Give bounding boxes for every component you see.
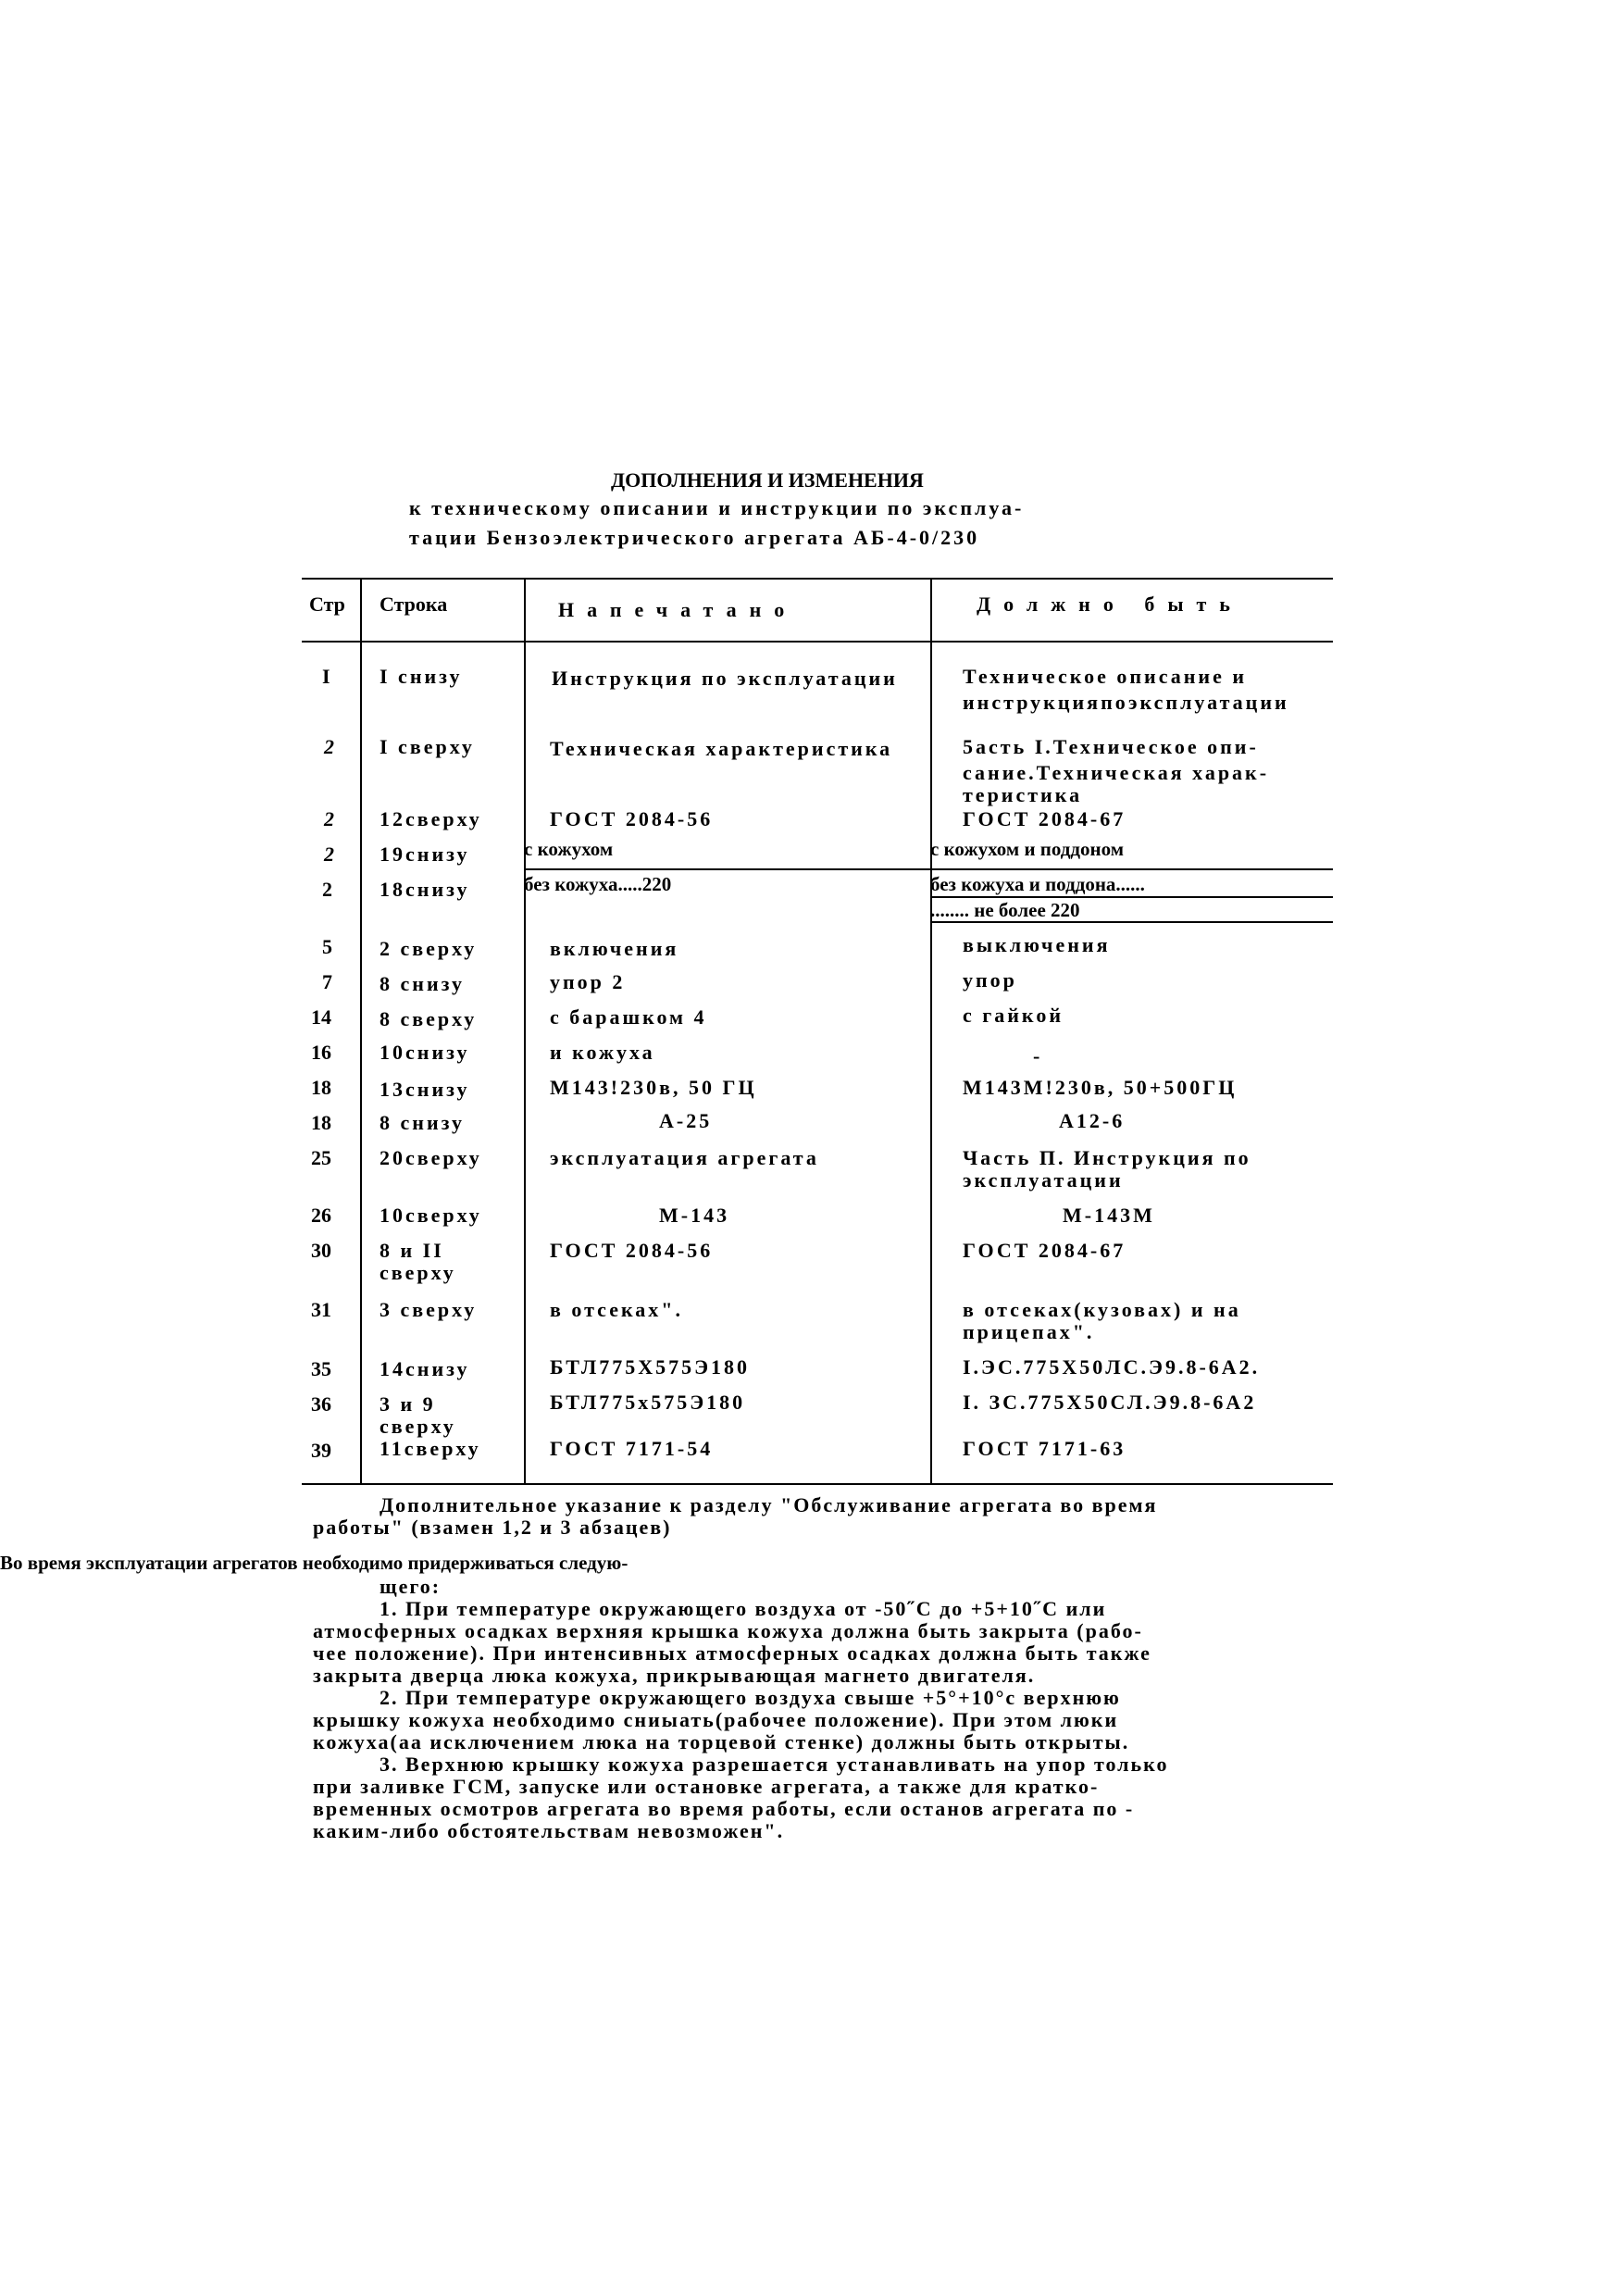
row-should-be: I.ЭС.775Х50ЛС.Э9.8-6А2. [963, 1355, 1261, 1379]
row-line: 19снизу [380, 842, 470, 866]
row-page: 2 [324, 735, 334, 758]
row-printed: в отсеках". [550, 1298, 684, 1321]
row-page: 18 [311, 1111, 331, 1134]
note-item-3-line-1: 3. Верхнюю крышку кожуха разрешается устанавливать на упор только [380, 1753, 1169, 1776]
row-line: 3 сверху [380, 1298, 478, 1321]
row-should-be: А12-6 [1059, 1109, 1126, 1132]
column-header-page: Стр [309, 593, 345, 616]
row-page: 2 [324, 842, 334, 866]
row-page: 26 [311, 1204, 331, 1227]
row-page: 5 [322, 935, 332, 958]
row-page: 2 [322, 878, 332, 901]
row-should-be: выключения [963, 933, 1111, 956]
row-should-be: М143М!230в, 50+500ГЦ [963, 1076, 1238, 1099]
table-divider-3 [930, 578, 932, 1485]
row-line: 12сверху [380, 807, 482, 830]
row-should-be-cont: эксплуатации [963, 1168, 1124, 1192]
row-should-be: с гайкой [963, 1004, 1064, 1027]
table-inner-line [524, 868, 1333, 870]
row-printed: ГОСТ 2084-56 [550, 807, 714, 830]
row-printed: Техническая характеристика [550, 737, 893, 760]
note-item-3-line-2: при заливке ГСМ, запуске или остановке агрегата, а также для кратко- [313, 1775, 1100, 1798]
row-printed: с барашком 4 [550, 1005, 707, 1029]
note-item-1-line-2: атмосферных осадках верхняя крышка кожуха должна быть закрыта (рабо- [313, 1619, 1143, 1642]
row-should-be-cont: инструкцияпоэксплуатации [963, 691, 1289, 714]
row-should-be-cont: сание.Техническая харак- [963, 761, 1270, 784]
row-line: 20сверху [380, 1146, 482, 1169]
row-line: I сверху [380, 735, 475, 758]
note-intro-line-1: Во время эксплуатации агрегатов необходимо придерживаться следую- [0, 1552, 629, 1574]
row-should-be: ГОСТ 7171-63 [963, 1437, 1126, 1460]
row-line: 3 и 9 [380, 1392, 436, 1416]
document-subtitle-line-2: тации Бензоэлектрического агрегата АБ-4-0/230 [409, 526, 980, 549]
row-printed: с кожухом [524, 838, 614, 860]
row-should-be: М-143М [1063, 1204, 1155, 1227]
row-printed: эксплуатация агрегата [550, 1146, 819, 1169]
note-item-3-line-3: временных осмотров агрегата во время работы, если останов агрегата по - [313, 1797, 1135, 1820]
document-title: ДОПОЛНЕНИЯ И ИЗМЕНЕНИЯ [611, 468, 924, 492]
row-line: 8 снизу [380, 972, 465, 995]
row-page: 25 [311, 1146, 331, 1169]
row-printed: Инструкция по эксплуатации [552, 667, 898, 690]
note-item-2-line-3: кожуха(аа исключением люка на торцевой стенке) должны быть открыты. [313, 1730, 1130, 1753]
row-should-be: ГОСТ 2084-67 [963, 1239, 1126, 1262]
note-item-1-line-3: чее положение). При интенсивных атмосферных осадках должна быть также [313, 1641, 1151, 1665]
row-page: 18 [311, 1076, 331, 1099]
note-heading-line-1: Дополнительное указание к разделу "Обслуживание агрегата во время [380, 1493, 1158, 1516]
row-printed: ГОСТ 7171-54 [550, 1437, 714, 1460]
row-line: 8 снизу [380, 1111, 465, 1134]
note-item-2-line-1: 2. При температуре окружающего воздуха свыше +5°+10°с верхнюю [380, 1686, 1121, 1709]
row-line: 14снизу [380, 1357, 470, 1380]
row-line-cont: сверху [380, 1415, 456, 1438]
row-line: 11сверху [380, 1437, 481, 1460]
row-page: 30 [311, 1239, 331, 1262]
row-should-be: в отсеках(кузовах) и на [963, 1298, 1241, 1321]
row-line: 8 сверху [380, 1007, 478, 1030]
row-should-be: упор [963, 968, 1017, 992]
row-printed: БТЛ775х575Э180 [550, 1391, 746, 1414]
row-line: 18снизу [380, 878, 470, 901]
row-line: 2 сверху [380, 937, 478, 960]
document-subtitle-line-1: к техническому описании и инструкции по эксплуа- [409, 496, 1025, 519]
column-header-printed: Напечатано [558, 598, 798, 621]
row-should-be: I. ЗС.775Х50СЛ.Э9.8-6А2 [963, 1391, 1257, 1414]
row-should-be: с кожухом и поддоном [930, 838, 1125, 860]
table-header-border [302, 641, 1333, 643]
row-page: 31 [311, 1298, 331, 1321]
row-page: 14 [311, 1005, 331, 1029]
row-printed: ГОСТ 2084-56 [550, 1239, 714, 1262]
row-should-be-cont: теристика [963, 783, 1083, 806]
table-divider-2 [524, 578, 526, 1485]
row-printed: БТЛ775Х575Э180 [550, 1355, 751, 1379]
row-should-be: ГОСТ 2084-67 [963, 807, 1126, 830]
row-should-be-cont: прицепах". [963, 1320, 1095, 1343]
row-line: 10сверху [380, 1204, 482, 1227]
row-should-be: без кожуха и поддона...... [930, 873, 1145, 895]
row-page: 16 [311, 1041, 331, 1064]
row-printed: упор 2 [550, 970, 626, 993]
note-item-1-line-1: 1. При температуре окружающего воздуха от -50˝С до +5+10˝С или [380, 1597, 1107, 1620]
row-line: 10снизу [380, 1041, 470, 1064]
row-page: 7 [322, 970, 332, 993]
table-top-border [302, 578, 1333, 580]
row-page: I [322, 665, 330, 688]
table-bottom-border [302, 1483, 1333, 1485]
row-printed: А-25 [659, 1109, 713, 1132]
row-line: I снизу [380, 665, 463, 688]
table-divider-1 [360, 578, 362, 1485]
row-page: 2 [324, 807, 334, 830]
note-item-2-line-2: крышку кожуха необходимо сниыать(рабочее положение). При этом люки [313, 1708, 1119, 1731]
row-printed: без кожуха.....220 [524, 873, 672, 895]
row-page: 36 [311, 1392, 331, 1416]
row-line: 8 и II [380, 1239, 444, 1262]
row-printed: М143!230в, 50 ГЦ [550, 1076, 757, 1099]
note-intro-line-2: щего: [380, 1575, 442, 1598]
row-printed: и кожуха [550, 1041, 655, 1064]
row-printed: М-143 [659, 1204, 730, 1227]
row-page: 39 [311, 1439, 331, 1462]
row-should-be: Техническое описание и [963, 665, 1248, 688]
row-should-be: 5асть I.Техническое опи- [963, 735, 1259, 758]
row-printed: включения [550, 937, 679, 960]
column-header-should-be: Должно быть [977, 593, 1243, 616]
row-line-cont: сверху [380, 1261, 456, 1284]
column-header-line: Строка [380, 593, 448, 616]
row-line: 13снизу [380, 1078, 470, 1101]
note-item-3-line-4: каким-либо обстоятельствам невозможен". [313, 1819, 785, 1842]
note-item-1-line-4: закрыта дверца люка кожуха, прикрывающая магнето двигателя. [313, 1664, 1036, 1687]
row-should-be: - [1033, 1044, 1040, 1067]
row-should-be-cont: ........ не более 220 [930, 899, 1080, 921]
note-heading-line-2: работы" (взамен 1,2 и 3 абзацев) [313, 1516, 672, 1539]
row-page: 35 [311, 1357, 331, 1380]
row-should-be: Часть П. Инструкция по [963, 1146, 1251, 1169]
